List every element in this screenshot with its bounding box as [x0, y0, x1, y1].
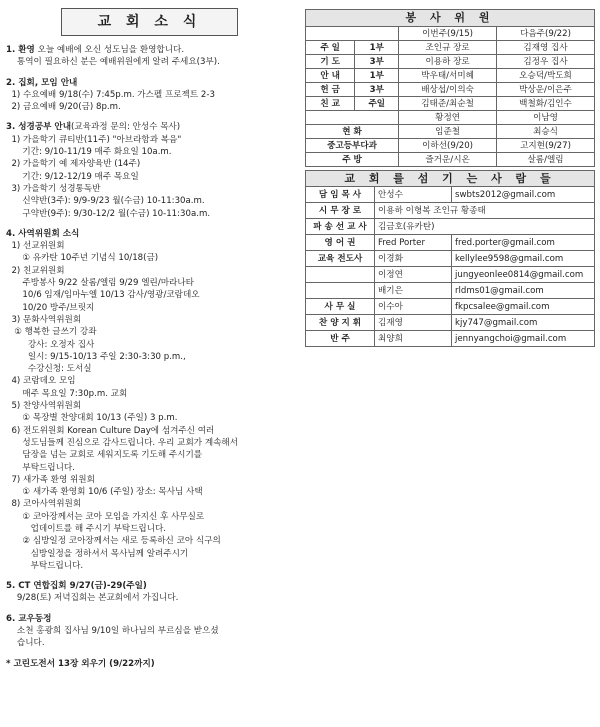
news-line: [6, 240, 294, 252]
news-line: [6, 158, 294, 170]
staff-row: [306, 283, 595, 299]
service-label: 헌 금: [306, 83, 355, 97]
service-next-week: 박상운/이은주: [497, 83, 595, 97]
news-text: 성도님들께 진심으로 감사드립니다. 우리 교회가 계속해서: [6, 437, 239, 448]
news-section: [6, 121, 294, 219]
staff-name: Fred Porter: [375, 235, 452, 251]
news-title: 교 회 소 식: [61, 8, 238, 36]
news-line: [6, 437, 294, 449]
service-row: [306, 153, 595, 167]
service-next-week: 오승덕/박도희: [497, 69, 595, 83]
news-line: [6, 265, 294, 277]
news-text: 1) 가을학기 큐티반(11주) "아브라함과 복음": [6, 134, 182, 145]
news-line: [6, 314, 294, 326]
news-line: [6, 592, 294, 604]
news-text: ① 새가족 환영회 10/6 (주일) 장소: 목사님 사택: [6, 487, 203, 498]
service-header: 봉 사 위 원: [306, 10, 595, 27]
staff-table: [305, 170, 595, 347]
staff-email: swbts2012@gmail.com: [452, 187, 595, 203]
staff-role: [306, 267, 375, 283]
news-text: 주방봉사 9/22 살롬/엘림 9/29 엘린/마라나타: [6, 278, 194, 289]
news-line: [6, 412, 294, 424]
service-sub: 주일: [355, 97, 399, 111]
news-text: 일시: 9/15-10/13 주일 2:30-3:30 p.m.,: [6, 351, 186, 362]
staff-name: 김금호(유카탄): [375, 219, 595, 235]
service-corner: [306, 27, 399, 41]
news-line: [6, 44, 294, 56]
service-this-week: 즐거운/시온: [399, 153, 497, 167]
news-line: [6, 400, 294, 412]
news-line: [6, 449, 294, 461]
news-text: 기간: 9/12-12/19 매주 목요일: [6, 171, 139, 182]
news-text: 신약반(3주): 9/9-9/23 월(수금) 10-11:30a.m.: [6, 196, 205, 207]
service-label: 안 내: [306, 69, 355, 83]
news-text: 매주 목요일 7:30p.m. 교회: [6, 388, 128, 399]
news-line: [6, 511, 294, 523]
staff-row: [306, 267, 595, 283]
staff-email: jennyangchoi@gmail.com: [452, 331, 595, 347]
news-text: 10/20 방주/브릿지: [6, 302, 95, 313]
staff-email: fkpcsalee@gmail.com: [452, 299, 595, 315]
news-text: 2) 친교위원회: [6, 265, 65, 276]
service-sub: 3부: [355, 83, 399, 97]
staff-email: fred.porter@gmail.com: [452, 235, 595, 251]
news-line: [6, 658, 294, 670]
service-sub: 1부: [355, 69, 399, 83]
news-text: 소천 홍광희 집사님 9/10일 하나님의 부르심을 받으셨: [6, 626, 219, 637]
news-line: [6, 289, 294, 301]
news-heading: 6. 교우동정: [6, 613, 52, 624]
service-row: [306, 139, 595, 153]
news-line: [6, 302, 294, 314]
news-heading: 1. 환영: [6, 45, 35, 55]
staff-row: [306, 331, 595, 347]
news-line: [6, 486, 294, 498]
news-text: 기간: 9/10-11/19 매주 화요일 10a.m.: [6, 147, 172, 158]
news-text: 4) 코람데오 모임: [6, 376, 76, 387]
news-line: [6, 363, 294, 375]
staff-row: [306, 219, 595, 235]
news-line: [6, 77, 294, 89]
news-text: 습니다.: [6, 638, 45, 649]
news-line: [6, 535, 294, 547]
news-line: [6, 56, 294, 68]
news-text: 업데이트를 해 주시기 부탁드립니다.: [6, 523, 167, 534]
news-section: [6, 77, 294, 114]
staff-role: 시 무 장 로: [306, 203, 375, 219]
news-line: [6, 228, 294, 240]
staff-name: 이정연: [375, 267, 452, 283]
news-text: 2) 가을학기 예 제자양육반 (14주): [6, 159, 141, 170]
service-row: [306, 111, 595, 125]
news-text: ② 심방일정 코아장께서는 새로 등록하신 코아 식구의: [6, 536, 221, 547]
news-text: 3) 문화사역위원회: [6, 314, 82, 325]
news-section: [6, 658, 294, 670]
staff-header: 교 회 를 섬 기 는 사 람 들: [306, 171, 595, 187]
news-line: [6, 171, 294, 183]
news-line: [6, 613, 294, 625]
news-text: 구약반(9주): 9/30-12/2 월(수금) 10-11:30a.m.: [6, 208, 211, 219]
news-text: ① 코아장께서는 코아 모임을 가지신 후 사무실로: [6, 511, 205, 522]
staff-row: [306, 315, 595, 331]
staff-role: 담 임 목 사: [306, 187, 375, 203]
news-column: [6, 8, 294, 670]
date-this-week: 이번주(9/15): [399, 27, 497, 41]
service-row: [306, 97, 595, 111]
staff-role: [306, 283, 375, 299]
service-row: [306, 55, 595, 69]
news-section: [6, 44, 294, 69]
staff-row: [306, 251, 595, 267]
news-line: [6, 252, 294, 264]
news-text: 1) 선교위원회: [6, 241, 65, 252]
news-text: 8) 코아사역위원회: [6, 499, 82, 510]
news-list: [6, 44, 294, 670]
staff-name: 배기은: [375, 283, 452, 299]
news-line: [6, 637, 294, 649]
staff-name: 이경화: [375, 251, 452, 267]
service-next-week: 백철화/김인수: [497, 97, 595, 111]
news-line: [6, 580, 294, 592]
staff-name: 김재영: [375, 315, 452, 331]
news-line: [6, 462, 294, 474]
news-text: 6) 전도위원회 Korean Culture Day에 섬겨주신 여러: [6, 425, 215, 436]
staff-name: 이용하 이형복 조인규 황종태: [375, 203, 595, 219]
news-text: ① 유카탄 10주년 기념식 10/18(금): [6, 253, 159, 264]
news-text: 부탁드립니다.: [6, 560, 84, 571]
news-text: 담장을 넘는 교회로 세워지도록 기도해 주시기를: [6, 450, 203, 461]
right-column: [305, 9, 595, 347]
news-line: [6, 351, 294, 363]
news-line: [6, 625, 294, 637]
news-heading: 4. 사역위원회 소식: [6, 228, 80, 239]
service-row: [306, 125, 595, 139]
news-line: [6, 208, 294, 220]
news-line: [6, 498, 294, 510]
staff-email: kellylee9598@gmail.com: [452, 251, 595, 267]
news-line: [6, 388, 294, 400]
news-text: 오늘 예배에 오신 성도님을 환영합니다.: [34, 45, 185, 55]
news-text: ① 목장별 찬양대회 10/13 (주일) 3 p.m.: [6, 413, 178, 424]
service-this-week: 이용하 장로: [399, 55, 497, 69]
date-next-week: 다음주(9/22): [497, 27, 595, 41]
service-label: 중고등부다과: [306, 139, 399, 153]
news-line: [6, 183, 294, 195]
news-text: 1) 수요예배 9/18(수) 7:45p.m. 가스펠 프로젝트 2-3: [6, 89, 215, 100]
service-label: 기 도: [306, 55, 355, 69]
news-text: 3) 가을학기 성경통독반: [6, 183, 101, 194]
service-this-week: 이하선(9/20): [399, 139, 497, 153]
staff-row: [306, 299, 595, 315]
service-this-week: 김태준/최순철: [399, 97, 497, 111]
news-text: 5) 찬양사역위원회: [6, 401, 82, 412]
service-next-week: 고지현(9/27): [497, 139, 595, 153]
staff-role: 찬 양 지 휘: [306, 315, 375, 331]
service-committee-table: [305, 9, 595, 167]
news-line: [6, 121, 294, 133]
news-heading: 3. 성경공부 안내: [6, 122, 72, 133]
service-label: [306, 111, 399, 125]
service-row: [306, 69, 595, 83]
staff-email: rldms01@gmail.com: [452, 283, 595, 299]
staff-role: 교육 전도사: [306, 251, 375, 267]
news-line: [6, 277, 294, 289]
staff-role: 반 주: [306, 331, 375, 347]
news-section: [6, 228, 294, 572]
news-line: [6, 339, 294, 351]
staff-role: 사 무 실: [306, 299, 375, 315]
news-line: [6, 523, 294, 535]
news-text: 7) 새가족 환영 위원회: [6, 474, 95, 485]
news-text: 심방일정을 정하셔서 목사님께 알려주시기: [6, 548, 189, 559]
staff-row: [306, 203, 595, 219]
service-this-week: 임준철: [399, 125, 497, 139]
staff-name: 최양희: [375, 331, 452, 347]
service-this-week: 조인규 장로: [399, 41, 497, 55]
news-text: 9/28(토) 저녁집회는 본교회에서 가집니다.: [6, 593, 179, 604]
service-label: 현 화: [306, 125, 399, 139]
service-next-week: 김정우 집사: [497, 55, 595, 69]
news-text: ① 행복한 글쓰기 강좌: [6, 327, 97, 338]
news-line: [6, 134, 294, 146]
news-line: [6, 560, 294, 572]
staff-name: 이수아: [375, 299, 452, 315]
staff-row: [306, 235, 595, 251]
news-line: [6, 101, 294, 113]
service-label: 친 교: [306, 97, 355, 111]
news-heading: * 고린도전서 13장 외우기 (9/22까지): [6, 658, 155, 669]
news-line: [6, 195, 294, 207]
news-section: [6, 580, 294, 605]
news-heading: 2. 집회, 모임 안내: [6, 77, 78, 88]
service-next-week: 최승식: [497, 125, 595, 139]
staff-email: jungyeonlee0814@gmail.com: [452, 267, 595, 283]
news-line: [6, 474, 294, 486]
news-heading: 5. CT 연합집회 9/27(금)-29(주일): [6, 581, 147, 592]
news-line: [6, 548, 294, 560]
staff-role: 영 어 권: [306, 235, 375, 251]
news-text: 수강신청: 도서실: [6, 364, 92, 375]
news-line: [6, 375, 294, 387]
service-this-week: 박우태/서미혜: [399, 69, 497, 83]
service-label: 주 방: [306, 153, 399, 167]
news-text: (교육과정 문의: 안성수 목사): [71, 122, 181, 133]
service-next-week: 이남영: [497, 111, 595, 125]
news-line: [6, 326, 294, 338]
service-next-week: 김재영 집사: [497, 41, 595, 55]
news-text: 2) 금요예배 9/20(금) 8p.m.: [6, 102, 121, 113]
staff-name: 안성수: [375, 187, 452, 203]
staff-row: [306, 187, 595, 203]
service-sub: 3부: [355, 55, 399, 69]
staff-email: kjy747@gmail.com: [452, 315, 595, 331]
service-this-week: 배상섭/이의숙: [399, 83, 497, 97]
service-row: [306, 41, 595, 55]
news-line: [6, 89, 294, 101]
service-next-week: 살롬/엘림: [497, 153, 595, 167]
news-text: 10/6 임재/임마누엘 10/13 감사/영광/코람데오: [6, 290, 200, 301]
news-line: [6, 146, 294, 158]
news-section: [6, 613, 294, 650]
staff-role: 파 송 선 교 사: [306, 219, 375, 235]
service-label: 주 일: [306, 41, 355, 55]
service-this-week: 황정연: [399, 111, 497, 125]
news-line: [6, 425, 294, 437]
service-row: [306, 83, 595, 97]
news-text: 통역이 필요하신 분은 예배위원에게 알려 주세요(3부).: [6, 57, 220, 68]
service-sub: 1부: [355, 41, 399, 55]
news-text: 강사: 오정자 집사: [6, 339, 95, 350]
news-text: 부탁드립니다.: [6, 462, 75, 473]
